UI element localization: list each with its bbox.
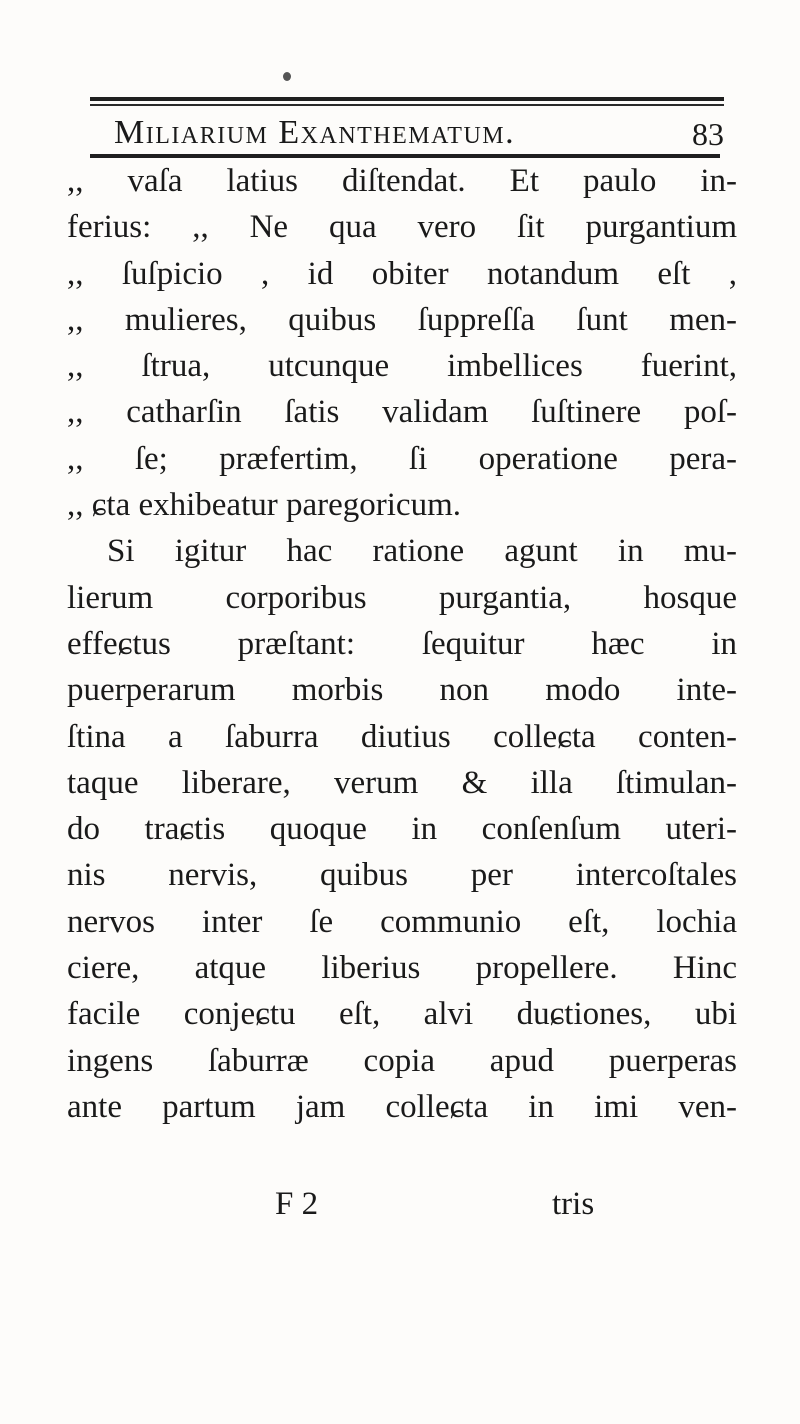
running-head	[90, 108, 724, 158]
text-line-8: ,, ɕta exhibeatur paregoricum.	[67, 487, 461, 524]
text-line-5: ,, ſtrua, utcunque imbellices fuerint,	[67, 348, 737, 385]
text-line-19: facile conjeɕtu eſt, alvi duɕtiones, ubi	[67, 996, 737, 1033]
text-line-18: ciere, atque liberius propellere. Hinc	[67, 950, 737, 987]
text-line-12: puerperarum morbis non modo inte-	[67, 672, 737, 709]
text-line-17: nervos inter ſe communio eſt, lochia	[67, 903, 737, 940]
running-title	[114, 114, 515, 152]
running-title-text: Miliarium Exanthematum.	[114, 114, 516, 151]
text-line-21: ante partum jam colleɕta in imi ven-	[67, 1088, 737, 1125]
text-line-1: ,, vaſa latius diſtendat. Et paulo in-	[67, 163, 737, 199]
header-rule-top	[90, 97, 724, 101]
text-line-13: ſtina a ſaburra diutius colleɕta conten-	[67, 718, 737, 755]
text-line-6: ,, catharſin ſatis validam ſuſtinere poſ-	[67, 394, 737, 431]
header-rule-top-thin	[90, 104, 724, 106]
text-line-15: do traɕtis quoque in conſenſum uteri-	[67, 811, 737, 848]
page-footer	[67, 1182, 737, 1232]
text-line-2: ferius: ,, Ne qua vero ſit purgantium	[67, 209, 737, 246]
text-line-20: ingens ſaburræ copia apud puerperas	[67, 1042, 737, 1079]
page-number: 83	[692, 116, 724, 152]
text-line-14: taque liberare, verum & illa ſtimulan-	[67, 764, 737, 801]
signature-mark: F 2	[275, 1186, 319, 1222]
body-text	[67, 158, 737, 1130]
text-line-16: nis nervis, quibus per intercoſtales	[67, 857, 737, 894]
text-line-11: effeɕtus præſtant: ſequitur hæc in	[67, 625, 737, 662]
text-line-7: ,, ſe; præfertim, ſi operatione pera-	[67, 440, 737, 477]
text-line-3: ,, ſuſpicio , id obiter notandum eſt ,	[67, 255, 737, 292]
text-line-10: lierum corporibus purgantia, hosque	[67, 579, 737, 616]
text-line-9: Si igitur hac ratione agunt in mu-	[107, 533, 737, 570]
ink-speck	[283, 72, 291, 81]
catchword: tris	[552, 1186, 595, 1222]
text-line-4: ,, mulieres, quibus ſuppreſſa ſunt men-	[67, 301, 737, 338]
